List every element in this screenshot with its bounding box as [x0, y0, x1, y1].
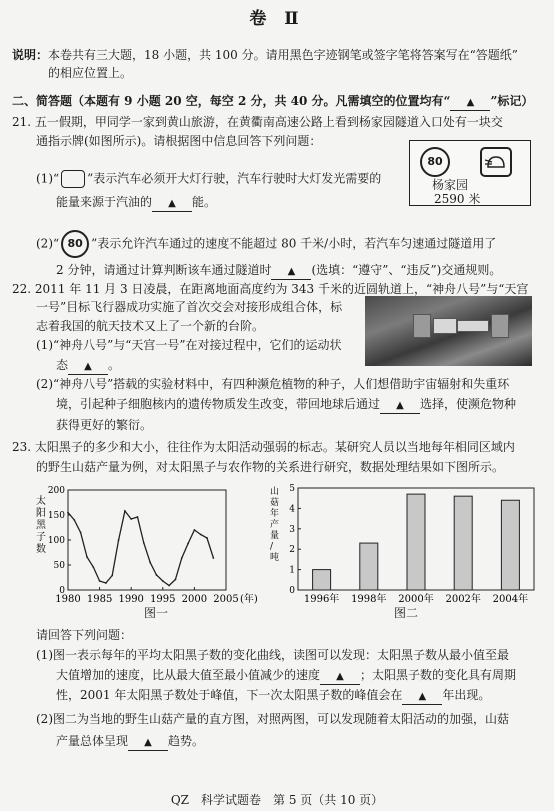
y-axis-label-char: 阳: [36, 508, 46, 519]
q23-p2-line-a: (2)图二为当地的野生山菇产量的直方图，对照两图，可以发现随着太阳活动的加强，山菇: [36, 712, 510, 726]
x-tick-label: 2005: [213, 594, 239, 605]
x-tick-label: 2004年: [492, 594, 529, 605]
sunspot-data-point: [130, 518, 132, 520]
sunspot-data-point: [194, 529, 196, 531]
q21-p1b-prefix: 能量来源于汽油的: [56, 195, 153, 209]
q23-p1c-suffix: 年出现。: [442, 688, 491, 702]
sunspot-data-point: [200, 534, 202, 536]
sunspot-data-point: [67, 512, 69, 514]
mushroom-bar: [501, 500, 519, 590]
note-line-2: 的相应位置上。: [48, 66, 133, 80]
answer-blank: ▲: [152, 196, 192, 212]
answer-blank: ▲: [271, 264, 311, 280]
headlight-inline-icon: [61, 170, 85, 188]
sunspot-data-point: [86, 556, 88, 558]
y-axis-label-char: 黑: [36, 520, 46, 531]
q23-p2b-prefix: 产量总体呈现: [56, 734, 129, 748]
q22-line-2: 一号”目标飞行器成功实施了首次交会对接形成组合体，标: [36, 300, 343, 314]
q21-p1-line-b: [56, 195, 216, 212]
sunspot-data-point: [80, 532, 82, 534]
q21-line-1: 21. 五一假期，甲同学一家到黄山旅游，在黄衢南高速公路上看到杨家园隧道入口处有一块交: [12, 115, 503, 129]
traffic-sign: [409, 140, 531, 206]
y-tick-label: 200: [47, 486, 65, 496]
spacecraft-photo: [365, 296, 532, 366]
q22-p2-line-b: [56, 397, 516, 414]
solar-panel-b: [491, 314, 509, 338]
sign-location: 杨家园: [432, 178, 469, 192]
sunspot-data-point: [137, 516, 139, 518]
sunspot-data-point: [156, 574, 158, 576]
x-tick-label: 1985: [86, 594, 113, 605]
y-tick-label: 4: [289, 504, 295, 515]
mushroom-bar-chart: [268, 480, 540, 608]
x-tick-label: 1998年: [351, 594, 387, 605]
sunspot-data-point: [105, 582, 107, 584]
y-tick-label: 1: [289, 565, 295, 576]
q22-p1-line-a: (1)“神舟八号”与“天宫一号”在对接过程中，它们的运动状: [36, 338, 342, 352]
mushroom-bar: [407, 494, 425, 590]
x-axis-label: (年): [240, 594, 258, 605]
speed-limit-inline-icon: 80: [61, 230, 89, 258]
y-axis-label-char: 产: [270, 520, 280, 530]
q23-line-2: 的野生山菇产量为例，对太阳黑子与农作物的关系进行研究，数据处理结果如下图所示。: [36, 460, 505, 474]
sunspot-data-point: [175, 579, 177, 581]
q23-p1-line-c: [56, 688, 490, 705]
note-text-1: 本卷共有三大题，18 小题，共 100 分。请用黑色字迹钢笔或签字笔将答案写在“答题纸”: [48, 48, 518, 62]
x-tick-label: 2000: [181, 594, 208, 605]
q23-ask: 请回答下列问题：: [36, 628, 133, 642]
y-axis-label-char: 太: [36, 496, 46, 507]
sunspot-data-point: [149, 562, 151, 564]
fig1-caption: 图一: [144, 606, 169, 620]
q22-p1-line-b: [56, 358, 120, 375]
q22-p1b-suffix: 。: [108, 358, 121, 372]
y-axis-label-char: 吨: [270, 553, 280, 563]
page-footer: QZ 科学试题卷 第 5 页（共 10 页）: [170, 793, 384, 807]
answer-blank: ▲: [68, 359, 108, 375]
q21-p2-line-a: [36, 230, 496, 258]
q23-p1c-prefix: 性，2001 年太阳黑子数处于峰值，下一次太阳黑子数的峰值会在: [56, 688, 403, 702]
page-title: 卷 Ⅱ: [249, 9, 305, 29]
y-tick-label: 2: [289, 545, 295, 556]
q21-p1-prefix: (1)“: [36, 171, 60, 186]
sunspot-series-line: [68, 511, 213, 586]
q21-p2-prefix: (2)“: [36, 236, 60, 251]
q21-line-2: 通指示牌(如图所示)。请根据图中信息回答下列问题：: [36, 134, 322, 148]
q23-p2b-suffix: 趋势。: [168, 734, 205, 748]
mushroom-bar: [313, 570, 331, 590]
answer-blank: ▲: [128, 735, 168, 751]
sunspot-data-point: [92, 566, 94, 568]
answer-blank: ▲: [402, 689, 442, 705]
sunspot-data-point: [168, 585, 170, 587]
y-axis-label-char: 数: [36, 544, 46, 555]
section2-heading-tail: ”标记）: [490, 94, 534, 108]
y-axis-label-char: 子: [36, 532, 46, 543]
q22-line-3: 志着我国的航天技术又上了一个新的台阶。: [36, 319, 265, 333]
q22-p2-line-c: 获得更好的繁衍。: [56, 418, 153, 432]
mushroom-bar: [454, 496, 472, 590]
x-tick-label: 1980: [55, 594, 81, 605]
answer-blank-marker: ▲: [450, 95, 490, 111]
speed-limit-icon: 80: [420, 147, 450, 177]
q21-p2-line-b: [56, 263, 501, 280]
q22-p2b-prefix: 境，引起种子细胞核内的遗传物质发生改变，带回地球后通过: [56, 397, 381, 411]
sign-distance: 2590 米: [434, 192, 481, 206]
sunspot-data-point: [99, 580, 101, 582]
q21-p2b-prefix: 2 分钟，请通过计算判断该车通过隧道时: [56, 263, 272, 277]
y-tick-label: 3: [289, 524, 295, 535]
q22-p2b-suffix: 选择，使濒危物种: [420, 397, 517, 411]
q21-p1-suffix: ”表示汽车必须开大灯行驶，汽车行驶时大灯发光需要的: [87, 171, 382, 186]
x-tick-label: 1990: [118, 594, 144, 605]
y-axis-label-char: 菇: [270, 498, 280, 508]
sunspot-data-point: [206, 537, 208, 539]
solar-panel-a: [413, 314, 431, 338]
y-tick-label: 150: [47, 511, 65, 521]
y-tick-label: 50: [53, 561, 65, 571]
answer-blank: ▲: [380, 398, 420, 414]
section2-heading: [12, 94, 533, 111]
y-tick-label: 100: [47, 536, 65, 546]
q23-line-1: 23. 太阳黑子的多少和大小，往往作为太阳活动强弱的标志。某研究人员以当地每年相同区域内: [12, 440, 515, 454]
y-axis-label-char: 年: [270, 509, 280, 519]
x-tick-label: 1996年: [303, 594, 340, 605]
answer-blank: ▲: [320, 669, 360, 685]
plot-frame: [68, 490, 226, 590]
section2-heading-text: 二、简答题（本题有 9 小题 20 空，每空 2 分，共 40 分。凡需填空的位置均有“: [12, 94, 451, 108]
sunspot-data-point: [124, 510, 126, 512]
mushroom-bar: [360, 543, 378, 590]
x-tick-label: 2002年: [445, 594, 481, 605]
q21-p2b-suffix: (选填：“遵守”、“违反”)交通规则。: [311, 263, 502, 277]
q23-p1b-mid: ；太阳黑子数的变化具有周期: [360, 668, 517, 682]
y-axis-label-char: 山: [270, 487, 280, 497]
sunspot-data-point: [73, 519, 75, 521]
note-label: 说明：: [12, 48, 49, 62]
headlight-icon: [480, 147, 512, 177]
q21-p1-line-a: [36, 170, 381, 188]
fig2-caption: 图二: [394, 606, 419, 620]
y-tick-label: 0: [59, 586, 65, 596]
spacecraft-module-a: [433, 318, 457, 334]
sunspot-data-point: [181, 557, 183, 559]
sunspot-line-chart: [30, 482, 275, 610]
q21-p2-suffix: ”表示允许汽车通过的速度不能超过 80 千米/小时，若汽车匀速通过隧道用了: [91, 236, 497, 251]
sunspot-data-point: [111, 575, 113, 577]
q23-p2-line-b: [56, 734, 204, 751]
y-axis-label-char: /: [270, 542, 274, 552]
x-tick-label: 1995: [150, 594, 176, 605]
q23-p1-line-b: [56, 668, 516, 685]
q23-p1-line-a: (1)图一表示每年的平均太阳黑子数的变化曲线，读图可以发现：太阳黑子数从最小值至最: [36, 648, 510, 662]
y-tick-label: 5: [289, 484, 295, 494]
sunspot-data-point: [187, 543, 189, 545]
q22-p1b-prefix: 态: [56, 358, 69, 372]
q22-line-1: 22. 2011 年 11 月 3 日凌晨，在距离地面高度约为 343 千米的近圆轨道上，“神舟八号”与“天宫: [12, 282, 529, 296]
q23-p1b-prefix: 大值增加的速度，比从最大值至最小值减少的速度: [56, 668, 321, 682]
x-tick-label: 2000年: [398, 594, 434, 605]
sunspot-data-point: [143, 542, 145, 544]
spacecraft-module-b: [457, 320, 489, 332]
y-tick-label: 0: [289, 586, 295, 596]
q22-p2-line-a: (2)“神舟八号”搭载的实验材料中，有四种濒危植物的种子，人们想借助宇宙辐射和失重环: [36, 377, 510, 391]
sunspot-data-point: [118, 539, 120, 541]
y-axis-label-char: 量: [270, 531, 280, 541]
sunspot-data-point: [162, 580, 164, 582]
sunspot-data-point: [212, 557, 214, 559]
q21-p1b-suffix: 能。: [192, 195, 217, 209]
note-line-1: [12, 48, 518, 63]
